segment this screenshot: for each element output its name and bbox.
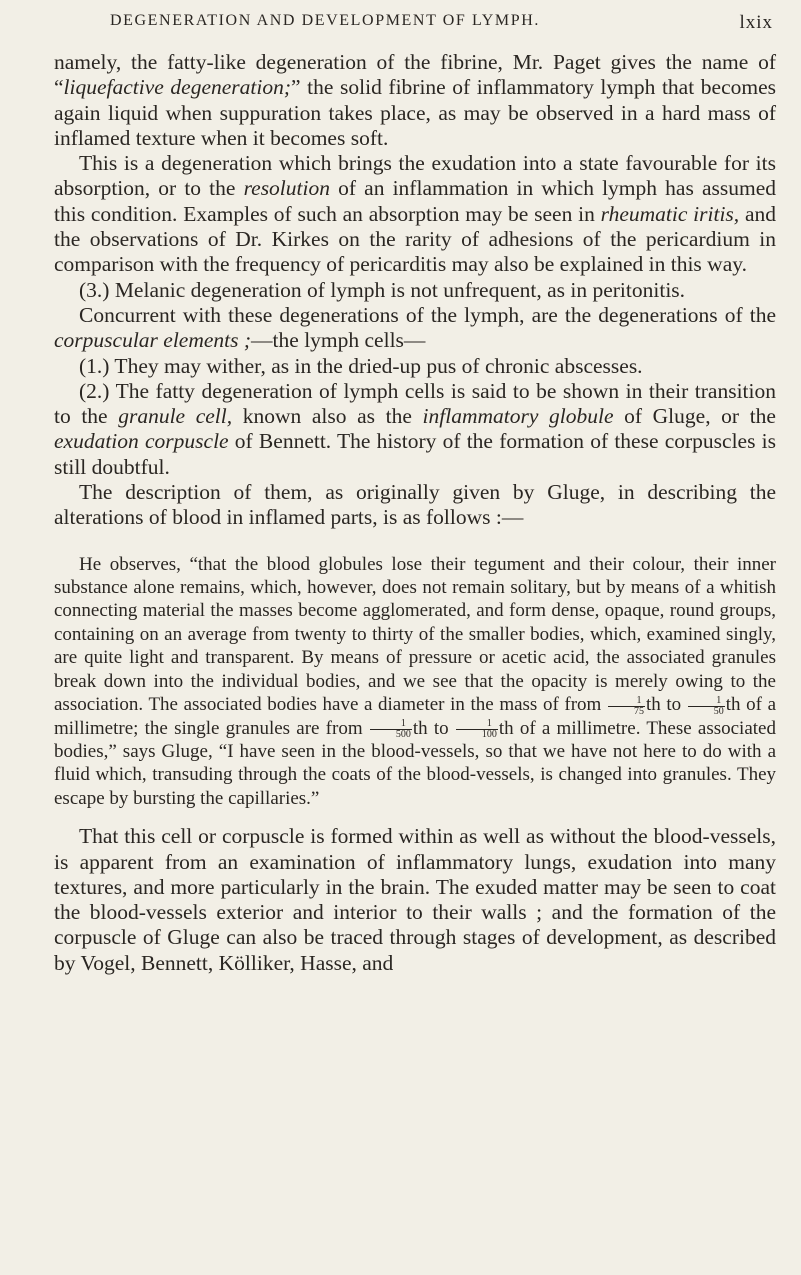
- text-run: of Gluge, or the: [613, 404, 776, 429]
- text-run: th to: [645, 694, 687, 716]
- italic-term: rheumatic iritis,: [600, 201, 740, 226]
- italic-term: resolution: [243, 176, 330, 201]
- italic-term: inflammatory globule: [422, 404, 614, 429]
- paragraph: [54, 354, 776, 379]
- paragraph: [54, 303, 776, 354]
- text-run: namely, the fatty-like degeneration of the fibrine, Mr. Paget gives the name of “: [54, 50, 776, 100]
- paragraph: [54, 379, 776, 480]
- fraction-denominator: 100: [481, 729, 497, 741]
- fraction: [688, 696, 725, 717]
- paragraph: [54, 50, 776, 151]
- text-run: (3.) Melanic degeneration of lymph is not unfrequent, as in peritonitis.: [79, 277, 686, 302]
- italic-term: exudation corpuscle: [54, 429, 229, 454]
- text-run: He observes, “that the blood globules lose their tegument and their colour, their inner substance alone remains, which, however, does not remain solitary, but by means of a whitish connecting material the masses become agglomerated, and form dense, opaque, round groups, containing on an average from twenty to thirty of the smaller bodies, which, examined singly, are quite light and transparent. By means of pressure or acetic acid, the associated granules break down into the individual bodies, and we see that the opacity is merely owing to the association. The associated bodies have a diameter in the mass of from: [54, 553, 776, 716]
- paragraph: [54, 278, 776, 303]
- text-run: (1.) They may wither, as in the dried-up pus of chronic abscesses.: [79, 353, 643, 378]
- paragraph: [54, 480, 776, 531]
- closing-paragraph: [54, 824, 776, 976]
- text-run: of an inflammation in which lymph has assumed this condition. Examples of such an absorption may be seen in: [54, 176, 776, 226]
- text-run: known also as the: [232, 404, 423, 429]
- running-head: [110, 12, 781, 40]
- page-number: lxix: [739, 12, 773, 33]
- paragraph: [54, 824, 776, 976]
- text-run: That this cell or corpuscle is formed within as well as without the blood-vessels, is apparent from an examination of inflammatory lungs, exudation into many textures, and more particularly in the brain. The exuded matter may be seen to coat the blood-vessels exterior and interior to their walls ; and the formation of the corpuscle of Gluge can also be traced through stages of development, as described by Vogel, Bennett, Kölliker, Hasse, and: [54, 824, 776, 975]
- italic-term: corpuscular elements ;: [54, 328, 252, 353]
- fraction-numerator: 1: [370, 719, 412, 730]
- fraction-numerator: 1: [456, 719, 498, 730]
- fraction: [456, 719, 498, 740]
- fraction-numerator: 1: [608, 696, 645, 707]
- fraction-numerator: 1: [688, 696, 725, 707]
- italic-term: liquefactive degeneration;: [63, 75, 292, 100]
- text-run: of Bennett. The history of the formation of these corpuscles is still doubtful.: [54, 429, 777, 479]
- fraction: [370, 719, 412, 740]
- italic-term: granule cell,: [118, 404, 233, 429]
- fraction: [608, 696, 645, 717]
- text-run: Concurrent with these degenerations of the lymph, are the degenerations of the: [79, 302, 776, 327]
- paragraph: [54, 151, 776, 277]
- running-title: DEGENERATION AND DEVELOPMENT OF LYMPH.: [110, 12, 541, 29]
- body-text: [54, 50, 776, 976]
- text-run: and the observations of Dr. Kirkes on the rarity of adhesions of the pericardium in comparison with the frequency of pericarditis may also be explained in this way.: [54, 201, 777, 277]
- text-run: The description of them, as originally given by Gluge, in describing the alterations of blood in inflamed parts, is as follows :—: [54, 480, 776, 530]
- text-run: th of a millimetre. These associated bodies,” says Gluge, “I have seen in the blood-vessels, so that we have not here to do with a fluid which, transuding through the coats of the blood-vessels, is changed into granules. They escape by bursting the capillaries.”: [54, 717, 776, 809]
- gluge-quotation: [54, 553, 776, 811]
- text-run: th to: [412, 717, 455, 739]
- text-run: This is a degeneration which brings the exudation into a state favourable for its absorption, or to the: [54, 151, 776, 201]
- text-run: (2.) The fatty degeneration of lymph cells is said to be shown in their transition to the: [54, 378, 776, 429]
- fraction-denominator: 500: [395, 729, 411, 741]
- quotation-paragraph: [54, 553, 776, 811]
- fraction-denominator: 75: [633, 705, 644, 717]
- text-run: ” the solid fibrine of inflammatory lymph that becomes again liquid when suppuration takes place, as may be observed in a hard mass of inflamed texture when it becomes soft.: [54, 75, 776, 150]
- fraction-denominator: 50: [713, 705, 724, 717]
- paragraphs: [54, 50, 776, 531]
- text-run: —the lymph cells—: [251, 328, 426, 353]
- text-run: th of a millimetre; the single granules are from: [54, 694, 776, 739]
